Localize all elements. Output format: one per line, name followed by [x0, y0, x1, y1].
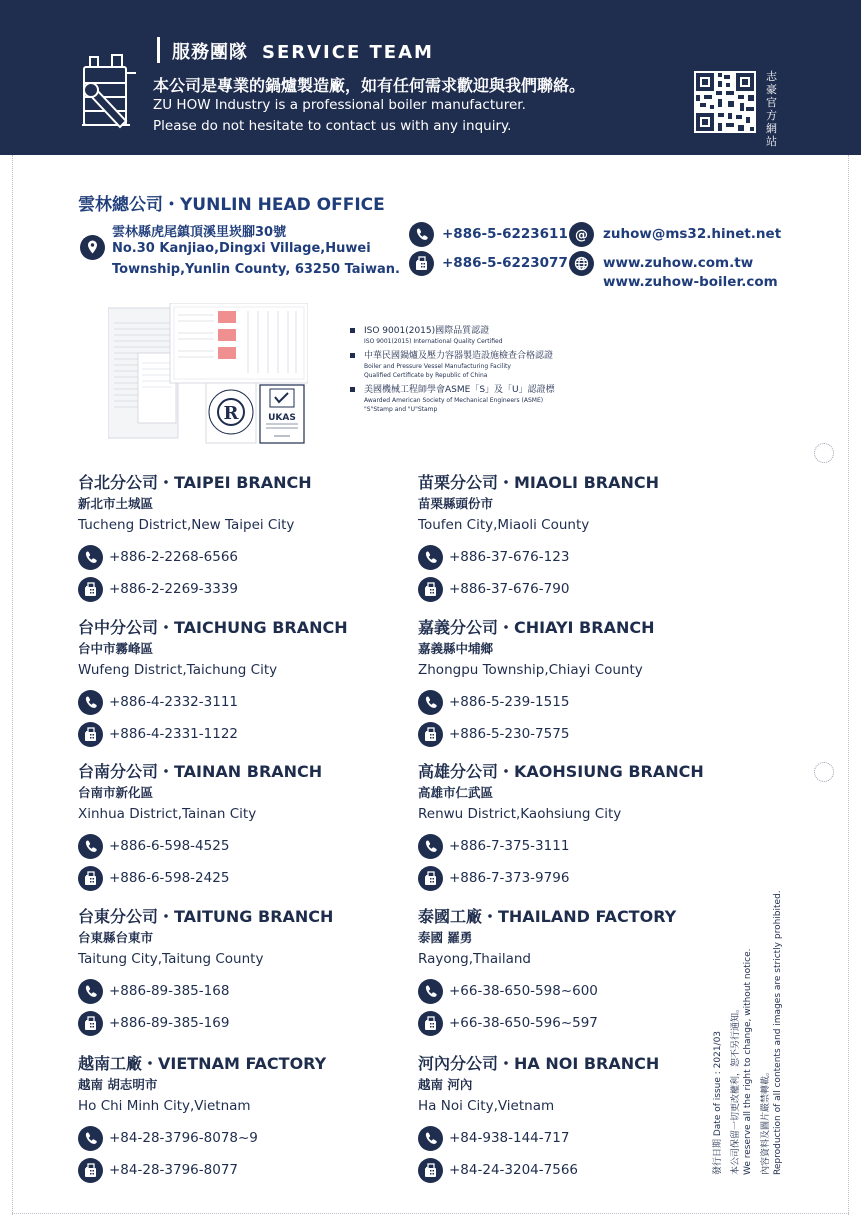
branch-address-zh: 台南市新化區: [78, 785, 154, 800]
phone-icon: [78, 834, 103, 859]
bullet-square-icon: [350, 328, 355, 333]
branch-fax-row: [418, 1010, 748, 1038]
branch-block: [78, 618, 408, 749]
fax-icon: [418, 1158, 443, 1183]
branch-block: [78, 907, 408, 1038]
fax-icon: [409, 251, 434, 276]
branch-title: 嘉義分公司・CHIAYI BRANCH: [418, 618, 655, 637]
branch-title: 苗栗分公司・MIAOLI BRANCH: [418, 473, 660, 492]
certificates-image: [108, 303, 308, 445]
branch-fax-row: [418, 865, 748, 893]
phone-icon: [418, 545, 443, 570]
head-office-phone: +886-5-6223611: [442, 226, 568, 242]
branch-phone: +66-38-650-598~600: [449, 983, 598, 999]
intro-en-2: Please do not hesitate to contact us with any inquiry.: [153, 118, 512, 134]
branch-block: [78, 473, 408, 604]
branch-address-en: Rayong,Thailand: [418, 951, 531, 967]
branch-title: 河內分公司・HA NOI BRANCH: [418, 1054, 660, 1073]
branch-fax: +84-28-3796-8077: [109, 1162, 238, 1178]
branch-phone: +886-5-239-1515: [449, 694, 570, 710]
certification-zh: 中華民國鍋爐及壓力容器製造設施檢查合格認證: [364, 351, 554, 361]
branch-block: [418, 1054, 748, 1185]
head-office-website-1[interactable]: www.zuhow.com.tw: [603, 255, 754, 271]
fax-icon: [78, 866, 103, 891]
fax-icon: [418, 1011, 443, 1036]
certification-en: Awarded American Society of Mechanical Engineers (ASME): [364, 397, 544, 404]
branch-fax: +886-5-230-7575: [449, 726, 570, 742]
qr-code: [694, 71, 756, 133]
branch-fax-row: [78, 865, 408, 893]
branch-fax: +886-37-676-790: [449, 581, 570, 597]
intro-zh: 本公司是專業的鍋爐製造廠，如有任何需求歡迎與我們聯絡。: [153, 76, 586, 95]
certification-en: "S"Stamp and "U"Stamp: [364, 406, 438, 413]
head-office-fax: +886-5-6223077: [442, 255, 568, 271]
fax-icon: [78, 577, 103, 602]
header-banner: [0, 0, 861, 155]
branch-title: 台東分公司・TAITUNG BRANCH: [78, 907, 334, 926]
phone-icon: [418, 834, 443, 859]
bullet-square-icon: [350, 387, 355, 392]
branch-title: 泰國工廠・THAILAND FACTORY: [418, 907, 677, 926]
phone-icon: [409, 222, 434, 247]
intro-en-1: ZU HOW Industry is a professional boiler manufacturer.: [153, 97, 526, 113]
head-office-address-zh: 雲林縣虎尾鎮頂溪里崁腳30號: [112, 225, 287, 240]
branch-phone-row: [418, 978, 748, 1006]
branch-phone-row: [418, 544, 748, 572]
branch-phone: +886-2-2268-6566: [109, 549, 238, 565]
branch-fax-row: [418, 1157, 748, 1185]
certification-list: [350, 325, 650, 418]
branch-fax-row: [78, 1010, 408, 1038]
branch-block: [418, 762, 748, 893]
email-icon[interactable]: [569, 222, 594, 247]
branch-address-zh: 越南 河內: [418, 1077, 473, 1092]
phone-icon: [418, 1126, 443, 1151]
branch-phone-row: [78, 544, 408, 572]
branch-phone-row: [418, 689, 748, 717]
reproduction-zh: 內容資料及圖片嚴禁轉載。: [761, 1066, 771, 1175]
branch-address-en: Xinhua District,Tainan City: [78, 806, 257, 822]
branch-phone: +84-28-3796-8078~9: [109, 1130, 258, 1146]
fax-icon: [78, 1158, 103, 1183]
branch-phone: +886-89-385-168: [109, 983, 230, 999]
svg-text:@: @: [575, 228, 588, 243]
branch-address-zh: 台中市霧峰區: [78, 641, 154, 656]
branch-phone: +84-938-144-717: [449, 1130, 570, 1146]
phone-icon: [78, 545, 103, 570]
branch-title: 台中分公司・TAICHUNG BRANCH: [78, 618, 348, 637]
fax-icon: [78, 1011, 103, 1036]
frame-right: [848, 155, 849, 1215]
branch-phone: +886-6-598-4525: [109, 838, 230, 854]
branch-fax-row: [418, 721, 748, 749]
fax-icon: [418, 722, 443, 747]
branch-fax: +886-2-2269-3339: [109, 581, 238, 597]
certification-en: ISO 9001(2015) International Quality Certified: [364, 338, 503, 345]
branch-fax: +886-89-385-169: [109, 1015, 230, 1031]
globe-icon: [569, 251, 594, 276]
certification-en: Boiler and Pressure Vessel Manufacturing Facility: [364, 363, 511, 370]
fax-icon: [418, 866, 443, 891]
branch-fax: +886-6-598-2425: [109, 870, 230, 886]
branch-phone: +886-37-676-123: [449, 549, 570, 565]
branch-fax-row: [78, 1157, 408, 1185]
certification-item: [350, 325, 650, 346]
rights-zh: 本公司保留一切更改權利，恕不另行通知。: [731, 1003, 741, 1175]
branch-address-zh: 越南 胡志明市: [78, 1077, 158, 1092]
branch-address-zh: 新北市土城區: [78, 496, 154, 511]
fax-icon: [78, 722, 103, 747]
fax-icon: [418, 577, 443, 602]
binder-hole: [814, 443, 834, 463]
branch-title: 高雄分公司・KAOHSIUNG BRANCH: [418, 762, 704, 781]
branch-fax-row: [418, 576, 748, 604]
phone-icon: [418, 979, 443, 1004]
head-office-title: 雲林總公司・YUNLIN HEAD OFFICE: [78, 195, 385, 215]
branch-address-zh: 高雄市仁武區: [418, 785, 494, 800]
branch-title: 台北分公司・TAIPEI BRANCH: [78, 473, 312, 492]
frame-left: [12, 155, 13, 1215]
branch-fax-row: [78, 721, 408, 749]
frame-bottom: [12, 1213, 849, 1214]
head-office-email[interactable]: zuhow@ms32.hinet.net: [603, 226, 782, 242]
branch-phone-row: [78, 1125, 408, 1153]
branch-address-en: Wufeng District,Taichung City: [78, 662, 278, 678]
boiler-wrench-icon: [76, 53, 138, 135]
branch-phone-row: [78, 833, 408, 861]
head-office-address-en-1: No.30 Kanjiao,Dingxi Village,Huwei: [112, 241, 371, 256]
head-office-website-2[interactable]: www.zuhow-boiler.com: [603, 274, 778, 290]
branch-address-en: Renwu District,Kaohsiung City: [418, 806, 622, 822]
reproduction-en: Reproduction of all contents and images are strictly prohibited.: [773, 890, 783, 1175]
branch-block: [418, 907, 748, 1038]
certification-en: Qualified Certificate by Republic of China: [364, 372, 488, 379]
branch-address-en: Ho Chi Minh City,Vietnam: [78, 1098, 251, 1114]
page-title: 服務團隊 SERVICE TEAM: [172, 42, 434, 63]
certification-item: [350, 384, 650, 414]
phone-icon: [78, 690, 103, 715]
branch-fax: +66-38-650-596~597: [449, 1015, 598, 1031]
head-office-address-en-2: Township,Yunlin County, 63250 Taiwan.: [112, 262, 400, 277]
branch-address-zh: 苗栗縣頭份市: [418, 496, 494, 511]
branch-title: 台南分公司・TAINAN BRANCH: [78, 762, 323, 781]
certification-zh: ISO 9001(2015)國際品質認證: [364, 326, 490, 336]
bullet-square-icon: [350, 353, 355, 358]
branch-block: [418, 473, 748, 604]
svg-text:R: R: [223, 403, 239, 424]
branch-fax: +84-24-3204-7566: [449, 1162, 578, 1178]
branch-address-en: Toufen City,Miaoli County: [418, 517, 590, 533]
branch-title: 越南工廠・VIETNAM FACTORY: [78, 1054, 327, 1073]
branch-address-en: Taitung City,Taitung County: [78, 951, 264, 967]
qr-caption: 志豪官方網站: [766, 70, 777, 148]
phone-icon: [78, 979, 103, 1004]
certification-zh: 美國機械工程師學會ASME「S」及「U」認證標: [364, 385, 555, 395]
title-bar: [157, 37, 160, 63]
branch-address-zh: 台東縣台東市: [78, 930, 154, 945]
branch-block: [418, 618, 748, 749]
branch-phone-row: [78, 978, 408, 1006]
branch-address-en: Zhongpu Township,Chiayi County: [418, 662, 643, 678]
branch-phone: +886-4-2332-3111: [109, 694, 238, 710]
phone-icon: [418, 690, 443, 715]
branch-block: [78, 1054, 408, 1185]
phone-icon: [78, 1126, 103, 1151]
branch-address-zh: 嘉義縣中埔鄉: [418, 641, 494, 656]
branch-fax: +886-7-373-9796: [449, 870, 570, 886]
svg-text:UKAS: UKAS: [268, 413, 296, 423]
certification-item: [350, 350, 650, 380]
branch-fax: +886-4-2331-1122: [109, 726, 238, 742]
branch-fax-row: [78, 576, 408, 604]
location-icon: [80, 235, 105, 260]
branch-address-en: Ha Noi City,Vietnam: [418, 1098, 555, 1114]
branch-phone-row: [78, 689, 408, 717]
branch-address-en: Tucheng District,New Taipei City: [78, 517, 295, 533]
branch-phone-row: [418, 1125, 748, 1153]
branch-phone: +886-7-375-3111: [449, 838, 570, 854]
branch-block: [78, 762, 408, 893]
issue-date: 發行日期 Date of issue : 2021/03: [713, 1030, 723, 1175]
binder-hole: [814, 762, 834, 782]
rights-en: We reserve all the right to change, without notice.: [743, 948, 753, 1175]
side-notes: [712, 890, 784, 1175]
branch-phone-row: [418, 833, 748, 861]
branch-address-zh: 泰國 羅勇: [418, 930, 473, 945]
